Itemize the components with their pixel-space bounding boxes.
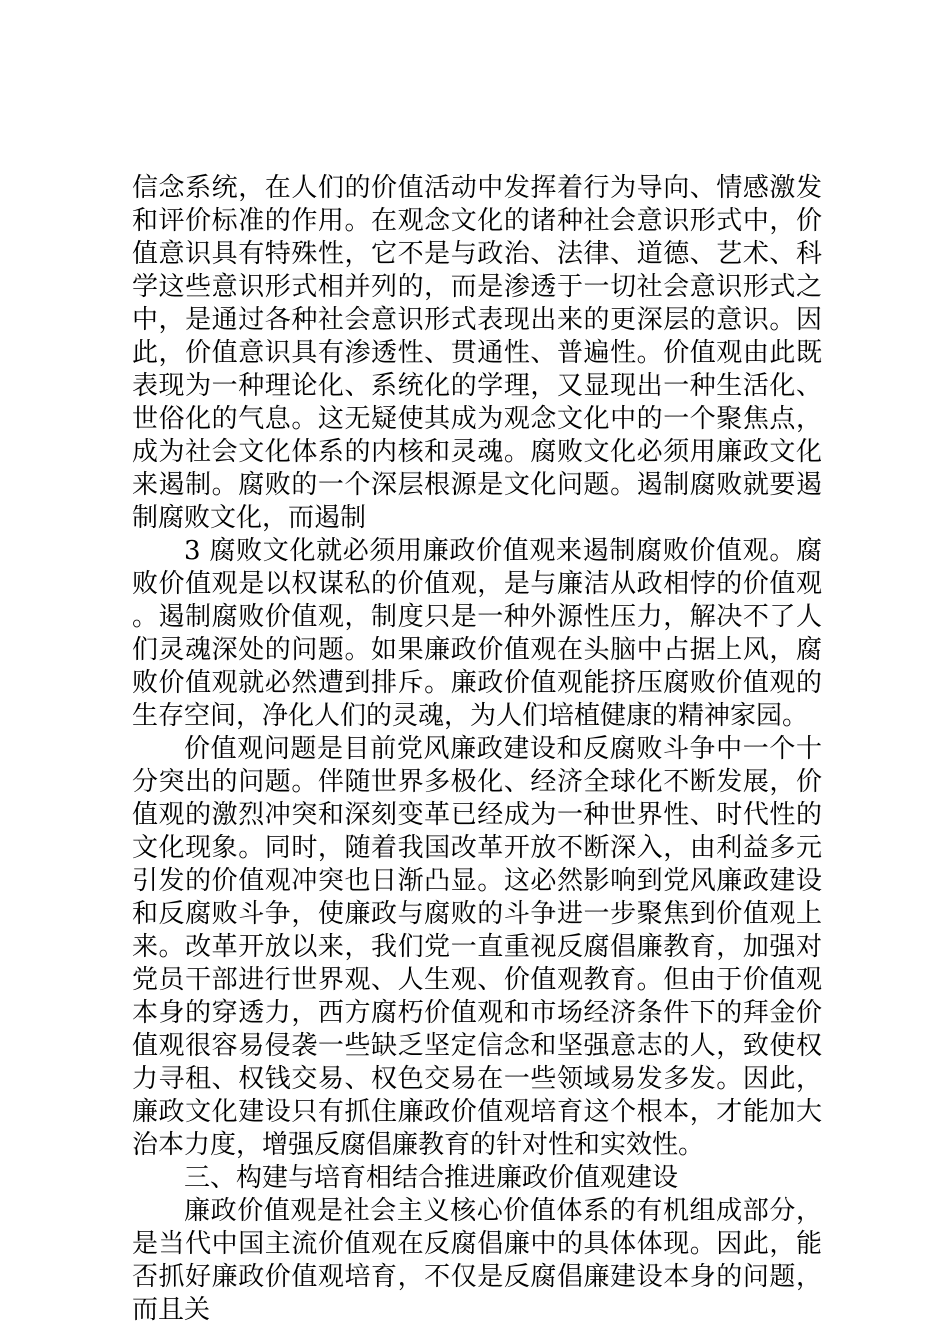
paragraph-curb-corruption-values: 3 腐败文化就必须用廉政价值观来遏制腐败价值观。腐败价值观是以权谋私的价值观，是与廉洁从政相悖的价值观。遏制腐败价值观，制度只是一种外源性压力，解决不了人们灵魂深处的问题。如果廉政价值观在头脑中占据上风，腐败价值观就必然遭到排斥。廉政价值观能挤压腐败价值观的生存空间，净化人们的灵魂，为人们培植健康的精神家园。 (132, 536, 822, 731)
section-heading: 三、构建与培育相结合推进廉政价值观建设 (184, 1163, 679, 1193)
paragraph-value-system: 信念系统，在人们的价值活动中发挥着行为导向、情感激发和评价标准的作用。在观念文化的诸种社会意识形式中，价值意识具有特殊性，它不是与政治、法律、道德、艺术、科学这些意识形式相并列的，而是渗透于一切社会意识形式之中，是通过各种社会意识形式表现出来的更深层的意识。因此，价值意识具有渗透性、贯通性、普遍性。价值观由此既表现为一种理论化、系统化的学理，又显现出一种生活化、世俗化的气息。这无疑使其成为观念文化中的一个聚焦点，成为社会文化体系的内核和灵魂。腐败文化必须用廉政文化来遏制。腐败的一个深层根源是文化问题。遏制腐败就要遏制腐败文化，而遏制 (132, 173, 822, 533)
document-body (132, 172, 822, 1327)
paragraph-integrity-values: 廉政价值观是社会主义核心价值体系的有机组成部分，是当代中国主流价值观在反腐倡廉中的具体体现。因此，能否抓好廉政价值观培育，不仅是反腐倡廉建设本身的问题，而且关 (132, 1196, 822, 1325)
paragraph-values-problem: 价值观问题是目前党风廉政建设和反腐败斗争中一个十分突出的问题。伴随世界多极化、经济全球化不断发展，价值观的激烈冲突和深刻变革已经成为一种世界性、时代性的文化现象。同时，随着我国改革开放不断深入，由利益多元引发的价值观冲突也日渐凸显。这必然影响到党风廉政建设和反腐败斗争，使廉政与腐败的斗争进一步聚焦到价值观上来。改革开放以来，我们党一直重视反腐倡廉教育，加强对党员干部进行世界观、人生观、价值观教育。但由于价值观本身的穿透力，西方腐朽价值观和市场经济条件下的拜金价值观很容易侵袭一些缺乏坚定信念和坚强意志的人，致使权力寻租、权钱交易、权色交易在一些领域易发多发。因此，廉政文化建设只有抓住廉政价值观培育这个根本，才能加大治本力度，增强反腐倡廉教育的针对性和实效性。 (132, 734, 822, 1160)
